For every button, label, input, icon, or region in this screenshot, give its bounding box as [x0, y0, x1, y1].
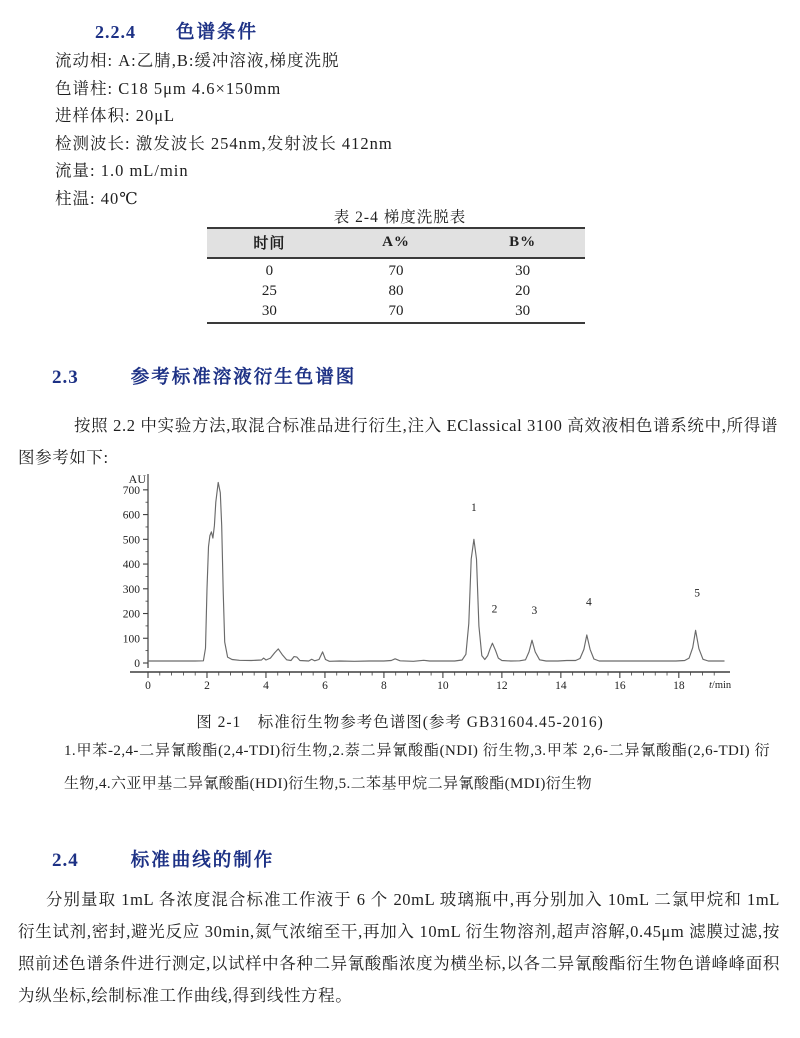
peak-label-2: 2 [491, 603, 498, 616]
section-title: 标准曲线的制作 [130, 849, 275, 870]
condition-column: 色谱柱: C18 5μm 4.6×150mm [55, 78, 282, 98]
peak-label-3: 3 [531, 605, 538, 618]
y-tick-label: 100 [122, 633, 140, 646]
peak-label-1: 1 [470, 501, 477, 514]
column-header-a-percent: A% [332, 228, 461, 258]
table-row [207, 282, 585, 302]
section-heading-2-3 [52, 363, 356, 389]
cell-a: 70 [388, 263, 404, 279]
chromatogram-trace [148, 482, 725, 661]
chromatogram-svg [108, 468, 748, 703]
x-tick-label: 18 [673, 680, 685, 692]
table-row [207, 258, 585, 282]
x-tick-label: 6 [322, 680, 328, 692]
condition-injection-volume: 进样体积: 20μL [55, 106, 176, 125]
y-tick-label: 500 [122, 534, 140, 547]
x-tick-label: 16 [614, 680, 626, 692]
section-heading-2-2-4 [95, 18, 258, 44]
section-number: 2.3 [52, 367, 79, 388]
table-title: 表 2-4 梯度洗脱表 [333, 209, 467, 226]
section-heading-2-4 [52, 846, 274, 872]
section-title: 色谱条件 [176, 21, 259, 42]
condition-column-temperature: 柱温: 40℃ [55, 188, 139, 208]
y-tick-label: 400 [122, 559, 140, 572]
column-header-b-percent: B% [460, 228, 585, 258]
x-axis-label: t/min [709, 680, 732, 691]
figure-peak-legend: 1.甲苯-2,4-二异氰酸酯(2,4-TDI)衍生物,2.萘二异氰酸酯(NDI) 衍生物,3.甲苯 2,6-二异氰酸酯(2,6-TDI) 衍生物,4.六亚甲基二异氰酸酯(HDI)衍生物,5.二苯基甲烷二异氰酸酯(MDI)衍生物 [64, 743, 770, 792]
section-number: 2.2.4 [95, 22, 136, 42]
condition-mobile-phase: 流动相: A:乙腈,B:缓冲溶液,梯度洗脱 [55, 51, 340, 70]
x-tick-label: 10 [437, 680, 449, 692]
paragraph-2-3: 按照 2.2 中实验方法,取混合标准品进行衍生,注入 EClassical 3100 高效液相色谱系统中,所得谱图参考如下: [18, 416, 778, 467]
x-tick-label: 4 [263, 680, 269, 692]
section-number: 2.4 [52, 850, 79, 871]
condition-flow-rate: 流量: 1.0 mL/min [55, 161, 189, 180]
y-axis-label: AU [128, 472, 146, 486]
chromatogram-figure [108, 468, 748, 703]
x-tick-label: 8 [381, 680, 387, 692]
x-tick-label: 0 [145, 680, 151, 692]
gradient-elution-table [207, 227, 585, 324]
peak-label-4: 4 [585, 596, 592, 609]
cell-a: 70 [388, 303, 404, 319]
condition-detection-wavelength: 检测波长: 激发波长 254nm,发射波长 412nm [55, 133, 393, 153]
figure-caption: 图 2-1 标准衍生物参考色谱图(参考 GB31604.45-2016) [196, 714, 604, 731]
x-tick-label: 2 [204, 680, 210, 692]
y-tick-label: 600 [122, 509, 140, 522]
cell-b: 30 [515, 303, 531, 319]
paragraph-2-4: 分别量取 1mL 各浓度混合标准工作液于 6 个 20mL 玻璃瓶中,再分别加入 10mL 二氯甲烷和 1mL 衍生试剂,密封,避光反应 30min,氮气浓缩至干,再加入 10mL 衍生物溶剂,超声溶解,0.45μm 滤膜过滤,按照前述色谱条件进行测定,以试样中各种二异氰酸酯浓度为横坐标,以各二异氰酸酯衍生物色谱峰峰面积为纵坐标,绘制标准工作曲线,得到线性方程。 [18, 890, 780, 1005]
cell-time: 0 [265, 263, 274, 279]
section-title: 参考标准溶液衍生色谱图 [130, 366, 357, 387]
cell-a: 80 [388, 283, 404, 299]
cell-b: 30 [515, 263, 531, 279]
cell-time: 25 [261, 283, 277, 299]
peak-label-5: 5 [694, 587, 700, 600]
x-tick-label: 12 [496, 680, 508, 692]
table-header-row [207, 228, 585, 258]
y-tick-label: 0 [134, 658, 140, 670]
chromatography-conditions-list [55, 47, 393, 212]
table-row [207, 302, 585, 323]
column-header-time: 时间 [207, 228, 332, 258]
cell-time: 30 [261, 303, 277, 319]
x-tick-label: 14 [555, 680, 567, 692]
y-tick-label: 200 [122, 608, 140, 621]
y-tick-label: 300 [122, 583, 140, 596]
y-tick-label: 700 [122, 484, 140, 497]
cell-b: 20 [515, 283, 531, 299]
